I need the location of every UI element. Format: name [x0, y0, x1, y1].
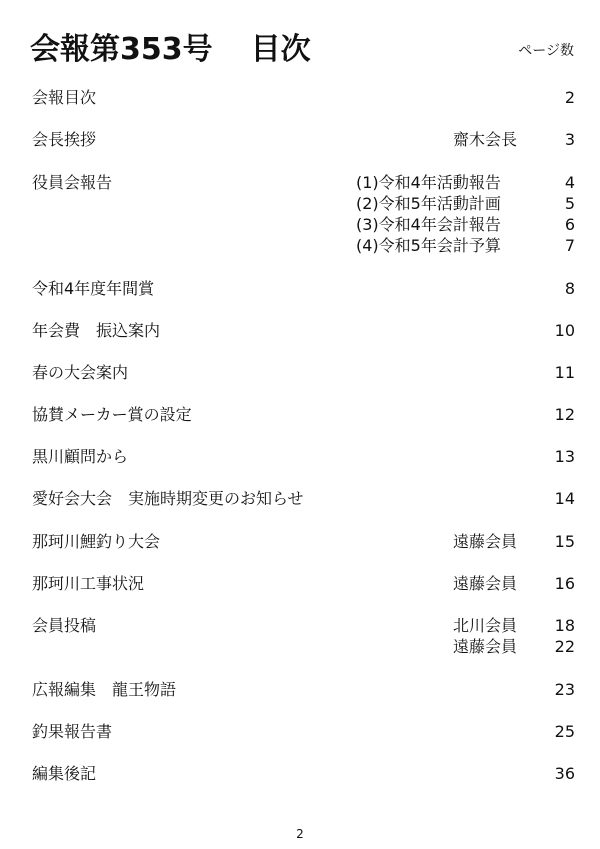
toc-entry-title: 役員会報告	[32, 173, 113, 192]
toc-detail-line: (4)令和5年会計予算	[356, 236, 501, 255]
toc-page-line: 22	[554, 637, 575, 656]
toc-page-line: 12	[554, 405, 575, 424]
toc-entry-title: 愛好会大会 実施時期変更のお知らせ	[32, 489, 304, 508]
toc-page-line: 18	[554, 616, 575, 635]
toc-page-number	[555, 488, 575, 509]
toc-entry-title: 会長挨拶	[32, 130, 97, 149]
toc-page-number	[555, 404, 575, 425]
contents-title: 目次	[250, 32, 311, 67]
toc-detail-line: (2)令和5年活動計画	[356, 194, 501, 213]
toc-entry-title: 会報目次	[32, 88, 97, 107]
toc-detail-line: 遠藤会員	[452, 637, 517, 656]
toc-page-line: 15	[554, 532, 575, 551]
toc-page-number	[555, 721, 575, 742]
toc-page-number	[555, 573, 575, 594]
toc-entry-title: 那珂川鯉釣り大会	[32, 532, 161, 551]
toc-page-number	[555, 763, 575, 784]
toc-entry-detail	[453, 531, 517, 552]
toc-entry-detail	[453, 129, 517, 150]
toc-entry-title: 編集後記	[32, 764, 97, 783]
toc-page-line: 13	[554, 447, 575, 466]
toc-page-line: 7	[564, 236, 575, 255]
toc-entry-title: 春の大会案内	[32, 363, 129, 382]
toc-page-number	[555, 679, 575, 700]
toc-page-line: 36	[554, 764, 575, 783]
toc-entry-title: 釣果報告書	[32, 722, 113, 741]
toc-entry-title: 黒川顧問から	[32, 447, 129, 466]
toc-entry-title: 令和4年度年間賞	[32, 279, 155, 298]
toc-page-line: 5	[564, 194, 575, 213]
toc-page-number	[565, 172, 575, 256]
toc-page-line: 6	[564, 215, 575, 234]
toc-page-number	[565, 278, 575, 299]
toc-page-number	[555, 531, 575, 552]
toc-page-line: 14	[554, 489, 575, 508]
toc-page-line: 23	[554, 680, 575, 699]
toc-page-line: 11	[554, 363, 575, 382]
toc-page-number	[565, 129, 575, 150]
toc-page-number	[555, 615, 575, 657]
toc-entry-title: 年会費 振込案内	[32, 321, 161, 340]
toc-entry-title: 協賛メーカー賞の設定	[32, 405, 192, 424]
toc-detail-line: 遠藤会員	[452, 574, 517, 593]
toc-detail-line: (1)令和4年活動報告	[356, 173, 501, 192]
toc-page-number	[565, 87, 575, 108]
toc-page-line: 3	[564, 130, 575, 149]
toc-entry-detail	[356, 172, 501, 256]
toc-entry-detail	[453, 573, 517, 594]
toc-detail-line: 北川会員	[452, 616, 517, 635]
toc-page-line: 2	[564, 88, 575, 107]
toc-page-line: 4	[564, 173, 575, 192]
page-count-header: ページ数	[518, 43, 574, 59]
toc-entry-detail	[453, 615, 517, 657]
toc-page-line: 10	[554, 321, 575, 340]
toc-page-number	[555, 362, 575, 383]
toc-page-number	[555, 446, 575, 467]
issue-title: 会報第353号	[30, 32, 213, 67]
toc-page-number	[555, 320, 575, 341]
toc-entry-title: 広報編集 龍王物語	[32, 680, 177, 699]
page-title	[30, 24, 311, 68]
toc-detail-line: (3)令和4年会計報告	[356, 215, 501, 234]
toc-page-line: 16	[554, 574, 575, 593]
toc-page-line: 8	[564, 279, 575, 298]
toc-entry-title: 那珂川工事状況	[32, 574, 145, 593]
page-number: 2	[296, 827, 304, 841]
toc-page-line: 25	[554, 722, 575, 741]
toc-detail-line: 遠藤会員	[452, 532, 517, 551]
toc-entry-title: 会員投稿	[32, 616, 97, 635]
toc-detail-line: 齋木会長	[452, 130, 517, 149]
